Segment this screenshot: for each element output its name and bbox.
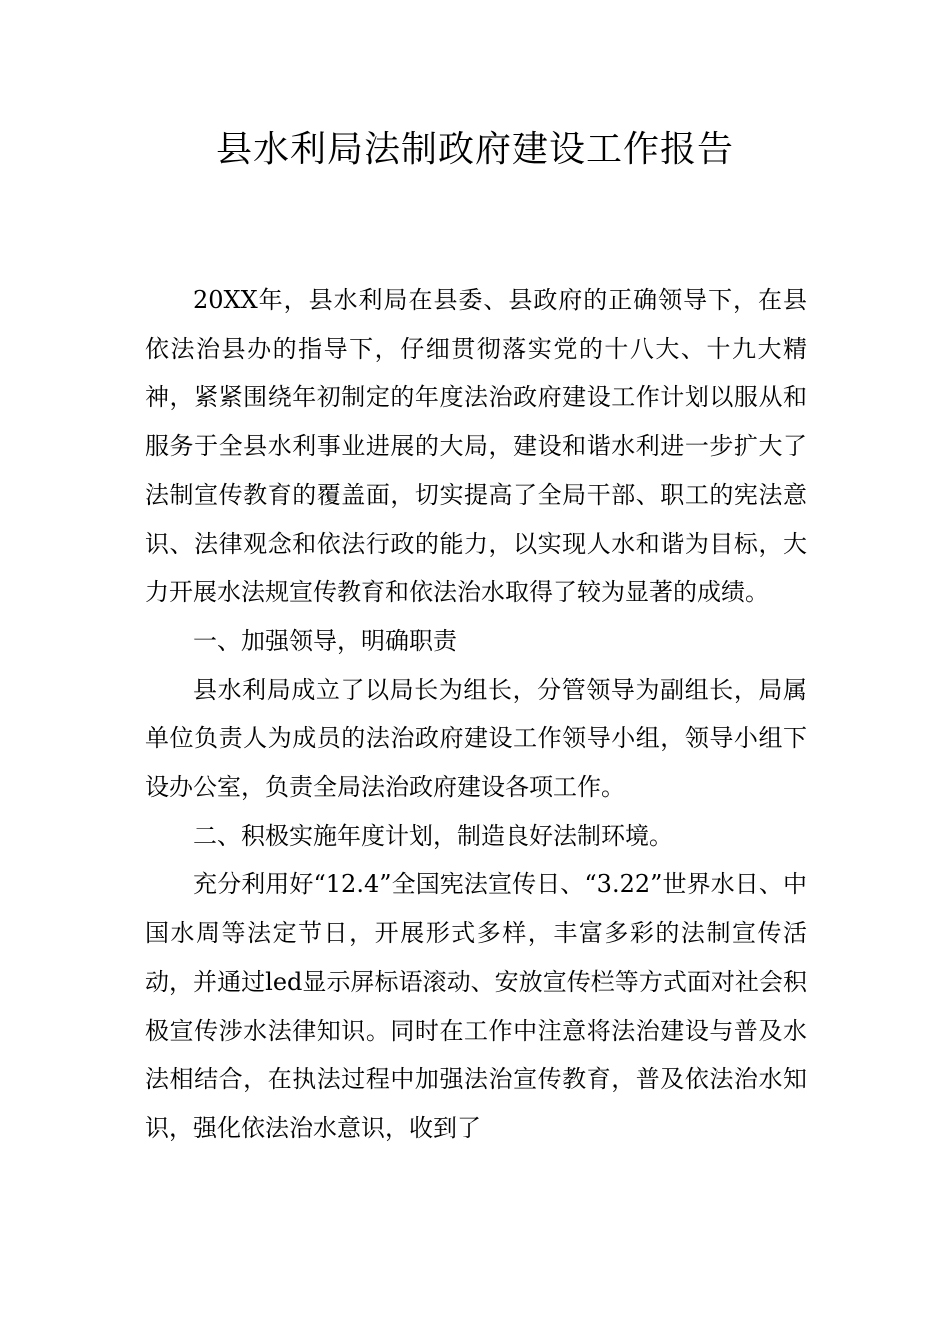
paragraph-publicity: 充分利用好“12.4”全国宪法宣传日、“3.22”世界水日、中国水周等法定节日，开展形式多样，丰富多彩的法制宣传活动，并通过led显示屏标语滚动、安放宣传栏等方式面对社会积极宣传涉水法律知识。同时在工作中注意将法治建设与普及水法相结合，在执法过程中加强法治宣传教育，普及依法治水知识，强化依法治水意识，收到了 [145, 870, 807, 1142]
section-heading-1: 一、加强领导，明确职责 [193, 626, 457, 655]
paragraph-leadership: 县水利局成立了以局长为组长，分管领导为副组长，局属单位负责人为成员的法治政府建设工作领导小组，领导小组下设办公室，负责全局法治政府建设各项工作。 [145, 675, 807, 802]
document-title: 县水利局法制政府建设工作报告 [215, 129, 734, 170]
paragraph-intro: 20XX年，县水利局在县委、县政府的正确领导下，在县依法治县办的指导下，仔细贯彻落实党的十八大、十九大精神，紧紧围绕年初制定的年度法治政府建设工作计划以服从和服务于全县水利事业进展的大局，建设和谐水利进一步扩大了法制宣传教育的覆盖面，切实提高了全局干部、职工的宪法意识、法律观念和依法行政的能力，以实现人水和谐为目标，大力开展水法规宣传教育和依法治水取得了较为显著的成绩。 [145, 286, 807, 607]
section-heading-2: 二、积极实施年度计划，制造良好法制环境。 [193, 821, 673, 850]
document-body [145, 276, 807, 1153]
